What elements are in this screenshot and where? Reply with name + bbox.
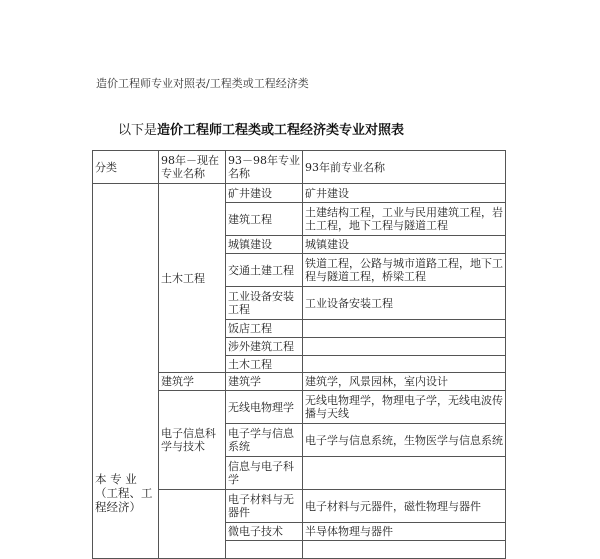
row-93-98-cell: 饭店工程 [226,320,303,338]
group-architecture: 建筑学 [159,373,226,391]
row-93-98-cell: 建筑学 [226,373,303,391]
row-93-98-cell: 无线电物理学 [226,391,303,424]
header-93-98-major: 93－98年专业名称 [226,151,303,184]
row-pre-93-cell-cut [303,541,506,559]
row-pre-93-cell: 城镇建设 [303,236,506,254]
row-93-98-cell: 交通土建工程 [226,254,303,287]
row-pre-93-cell [303,320,506,338]
row-pre-93-cell: 电子学与信息系统，生物医学与信息系统 [303,424,506,457]
row-93-98-cell-cut [226,541,303,559]
group-microelectronics-empty [159,490,226,559]
row-93-98-cell: 微电子技术 [226,523,303,541]
row-pre-93-cell: 矿井建设 [303,184,506,203]
major-comparison-table [92,150,506,559]
header-current-major: 98年－现在专业名称 [159,151,226,184]
row-93-98-cell: 土木工程 [226,356,303,373]
document-header: 造价工程师专业对照表/工程类或工程经济类 [96,77,309,90]
row-93-98-cell: 城镇建设 [226,236,303,254]
group-electronic-info: 电子信息科学与技术 [159,391,226,490]
row-93-98-cell: 建筑工程 [226,203,303,236]
row-pre-93-cell [303,457,506,490]
document-title [118,119,404,138]
row-pre-93-cell: 电子材料与元器件，磁性物理与器件 [303,490,506,523]
row-pre-93-cell: 工业设备安装工程 [303,287,506,320]
title-bold: 造价工程师工程类或工程经济类专业对照表 [157,123,405,138]
row-pre-93-cell [303,338,506,356]
row-93-98-cell: 涉外建筑工程 [226,338,303,356]
header-category: 分类 [93,151,159,184]
table-header-row [93,151,506,184]
title-prefix: 以下是 [118,123,158,138]
row-93-98-cell: 工业设备安装工程 [226,287,303,320]
row-pre-93-cell: 铁道工程，公路与城市道路工程，地下工程与隧道工程，桥梁工程 [303,254,506,287]
header-pre-93-major: 93年前专业名称 [303,151,506,184]
category-cell: 本 专 业（工程、工程经济） [93,184,159,559]
group-civil-engineering: 土木工程 [159,184,226,373]
row-93-98-cell: 矿井建设 [226,184,303,203]
table-row [93,184,506,203]
row-pre-93-cell: 半导体物理与器件 [303,523,506,541]
row-93-98-cell: 信息与电子科学 [226,457,303,490]
row-pre-93-cell: 建筑学，风景园林，室内设计 [303,373,506,391]
row-pre-93-cell [303,356,506,373]
row-93-98-cell: 电子学与信息系统 [226,424,303,457]
row-93-98-cell: 电子材料与无器件 [226,490,303,523]
row-pre-93-cell: 土建结构工程，工业与民用建筑工程，岩土工程，地下工程与隧道工程 [303,203,506,236]
row-pre-93-cell: 无线电物理学，物理电子学，无线电波传播与天线 [303,391,506,424]
